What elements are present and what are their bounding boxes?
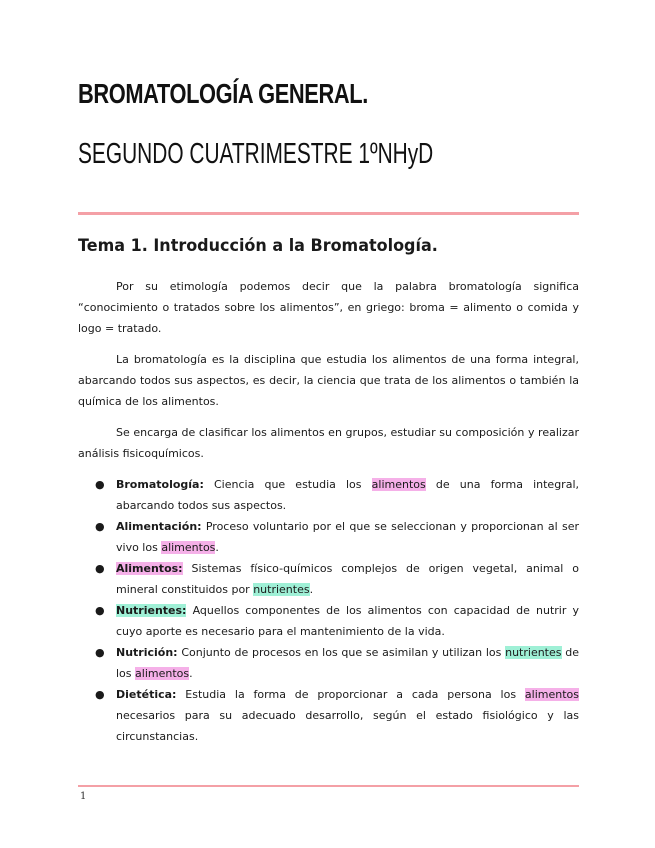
definition-term: Nutrientes: — [116, 604, 187, 617]
paragraph-scope: Se encarga de clasificar los alimentos en grupos, estudiar su composición y realizar análisis fisicoquímicos. — [78, 426, 579, 460]
list-item: ● Alimentos: Sistemas físico-químicos complejos de origen vegetal, animal o mineral constituidos por nutrientes. — [78, 558, 579, 600]
definition-term: Alimentos: — [116, 562, 183, 575]
list-item: ● Alimentación: Proceso voluntario por el que se seleccionan y proporcionan al ser vivo los alimentos. — [78, 516, 579, 558]
definitions-list — [78, 474, 579, 747]
highlight: alimentos — [371, 478, 426, 491]
highlight: alimentos — [161, 541, 216, 554]
list-item: ● Nutrición: Conjunto de procesos en los que se asimilan y utilizan los nutrientes de los alimentos. — [78, 642, 579, 684]
document-body — [78, 276, 579, 747]
bullet-icon: ● — [95, 688, 105, 701]
definition-term: Dietética: — [116, 688, 177, 701]
header-divider — [78, 212, 579, 215]
paragraph-etymology: Por su etimología podemos decir que la palabra bromatología significa “conocimiento o tratados sobre los alimentos”, en griego: broma = alimento o comida y logo = tratado. — [78, 280, 579, 335]
list-item: ● Dietética: Estudia la forma de proporcionar a cada persona los alimentos necesarios para su adecuado desarrollo, según el estado fisiológico y las circunstancias. — [78, 684, 579, 747]
highlight: alimentos — [135, 667, 190, 680]
definition-term: Alimentación: — [116, 520, 202, 533]
footer-divider — [78, 785, 579, 787]
paragraph-definition: La bromatología es la disciplina que estudia los alimentos de una forma integral, abarcando todos sus aspectos, es decir, la ciencia que trata de los alimentos o también la química de los alimentos. — [78, 353, 579, 408]
list-item: ● Bromatología: Ciencia que estudia los alimentos de una forma integral, abarcando todos sus aspectos. — [78, 474, 579, 516]
section-heading: Tema 1. Introducción a la Bromatología. — [78, 236, 438, 256]
highlight: nutrientes — [253, 583, 310, 596]
document-subtitle: SEGUNDO CUATRIMESTRE 1ºNHyD — [78, 138, 434, 170]
definition-term: Nutrición: — [116, 646, 178, 659]
bullet-icon: ● — [95, 604, 105, 617]
list-item: ● Nutrientes: Aquellos componentes de los alimentos con capacidad de nutrir y cuyo aporte es necesario para el mantenimiento de la vida. — [78, 600, 579, 642]
bullet-icon: ● — [95, 646, 105, 659]
bullet-icon: ● — [95, 478, 105, 491]
bullet-icon: ● — [95, 562, 105, 575]
highlight: alimentos — [524, 688, 579, 701]
page-number: 1 — [80, 791, 87, 802]
document-title: BROMATOLOGÍA GENERAL. — [78, 78, 368, 109]
bullet-icon: ● — [95, 520, 105, 533]
definition-term: Bromatología: — [116, 478, 204, 491]
highlight: nutrientes — [505, 646, 562, 659]
